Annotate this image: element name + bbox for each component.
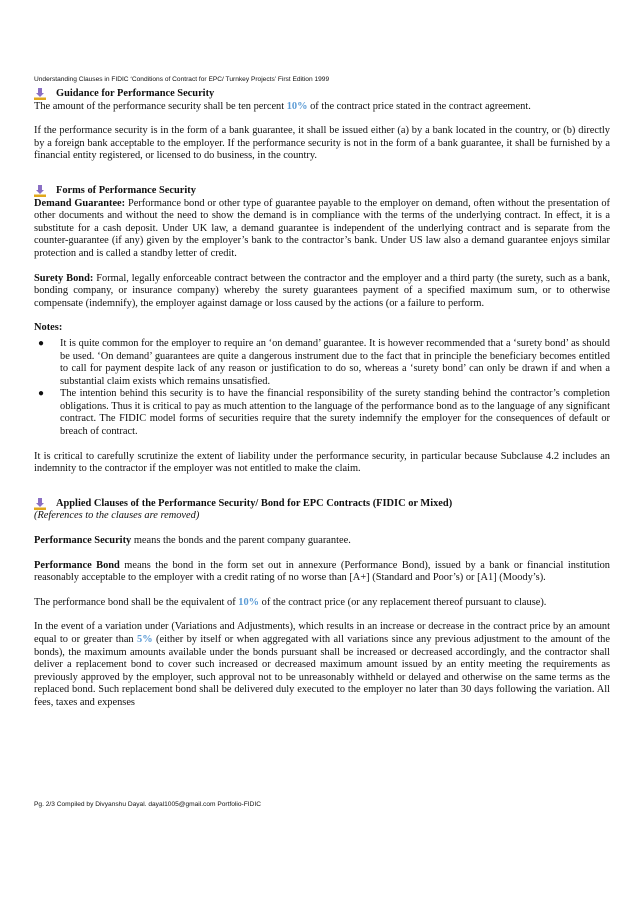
bullet-icon: ●: [38, 388, 45, 400]
section-heading-label: Applied Clauses of the Performance Security/ Bond for EPC Contracts (FIDIC or Mixed): [56, 497, 453, 509]
section-heading-guidance: [34, 88, 610, 101]
section-heading-applied-clauses: [34, 498, 610, 511]
download-arrow-icon: [34, 88, 46, 100]
section-heading-forms: [34, 185, 610, 198]
paragraph-critical: It is critical to carefully scrutinize the extent of liability under the performance security, in particular because Subclause 4.2 includes an indemnity to the contractor if the employer was not entitled to make the claim.: [34, 450, 610, 475]
paragraph-surety-bond: Surety Bond: Formal, legally enforceable contract between the contractor and the employer and a third party (the surety, such as a bank, bonding company, or insurance company) whereby the surety guarantees payment of a specified maximum sum, or to otherwise compensate (indemnify), the employer against damage or loss caused by the actions (or a failure to perform.: [34, 272, 610, 309]
section-heading-label: Guidance for Performance Security: [56, 88, 215, 99]
percent-highlight: 5%: [137, 634, 153, 645]
download-arrow-icon: [34, 498, 46, 510]
document-page: [34, 76, 610, 722]
page-footer: Pg. 2/3 Compiled by Divyanshu Dayal. dayal1005@gmail.com Portfolio-FIDIC: [34, 801, 261, 808]
paragraph-performance-bond: Performance Bond means the bond in the form set out in annexure (Performance Bond), issued by a bank or financial institution reasonably acceptable to the employer with a credit rating of no worse than [A+] (Standard and Poor’s) or [A1] (Moody’s).: [34, 559, 610, 584]
percent-highlight: 10%: [238, 596, 260, 608]
notes-list: [34, 338, 610, 439]
paragraph-amount: The amount of the performance security shall be ten percent 10% of the contract price stated in the contract agreement.: [34, 100, 531, 112]
paragraph-demand-guarantee: Demand Guarantee: Performance bond or other type of guarantee payable to the employer on demand, often without the presentation of other documents and without the need to show the demand is in compliance with the terms of the underlying contract. In effect, it is a substitute for a cash deposit. Under UK law, a demand guarantee is independent of the underlying contract and is separate from the counter-guarantee (if any) given by the employer’s bank to the contractor’s bank. Under US law also a demand guarantee enjoys similar protection and is called a standby letter of credit.: [34, 197, 610, 259]
bullet-icon: ●: [38, 337, 45, 349]
paragraph-bank-guarantee: If the performance security is in the form of a bank guarantee, it shall be issued either (a) by a bank located in the country, or (b) directly by a foreign bank acceptable to the employer. If the performance security is not in the form of a bank guarantee, it shall be furnished by a financial entity registered, or licensed to do business, in the country.: [34, 125, 610, 162]
paragraph-bond-equivalent: The performance bond shall be the equivalent of 10% of the contract price (or any replacement thereof pursuant to clause).: [34, 596, 547, 608]
percent-highlight: 10%: [286, 100, 308, 112]
list-item: ● The intention behind this security is to have the financial responsibility of the surety standing behind the contractor’s completion obligations. Thus it is critical to pay as much attention to the language of the performance bond as to the language of any significant contract. The FIDIC model forms of securities require that the surety indemnify the employer for the consequences of default or breach of contract.: [38, 388, 610, 438]
paragraph-variation: In the event of a variation under (Variations and Adjustments), which results in an increase or decrease in the contract price by an amount equal to or greater than 5% (either by itself or when aggregated with all variations since any previous adjustment to the amount of the bonds), the maximum amounts available under the bonds pursuant shall be increased or decreased accordingly, and the contractor shall deliver a replacement bond to cover such increased or decreased maximum amount issued by an entity meeting the requirements as previously approved by the employer, such approval not to be unreasonably withheld or delayed and otherwise on the same terms as the replaced bond. Such replacement bond shall be delivered duly executed to the employer no later than 30 days following the variation. All fees, taxes and expenses: [34, 621, 610, 708]
notes-label: Notes:: [34, 322, 63, 334]
section-heading-label: Forms of Performance Security: [56, 184, 196, 196]
download-arrow-icon: [34, 185, 46, 197]
paragraph-performance-security: Performance Security means the bonds and the parent company guarantee.: [34, 535, 351, 547]
references-note: (References to the clauses are removed): [34, 510, 200, 522]
running-header: Understanding Clauses in FIDIC ‘Conditions of Contract for EPC/ Turnkey Projects’ First Edition 1999: [34, 76, 330, 83]
list-item: ● It is quite common for the employer to require an ‘on demand’ guarantee. It is however recommended that a ‘surety bond’ as should be used. ‘On demand’ guarantees are quite a dangerous instrument due to the fact that in principle the beneficiary becomes entitled to call for payment despite lack of any reason or justification to do so, whereas a ‘surety bond’ can only be drawn if and when a substantial claim exists which remains unsatisfied.: [38, 337, 610, 387]
